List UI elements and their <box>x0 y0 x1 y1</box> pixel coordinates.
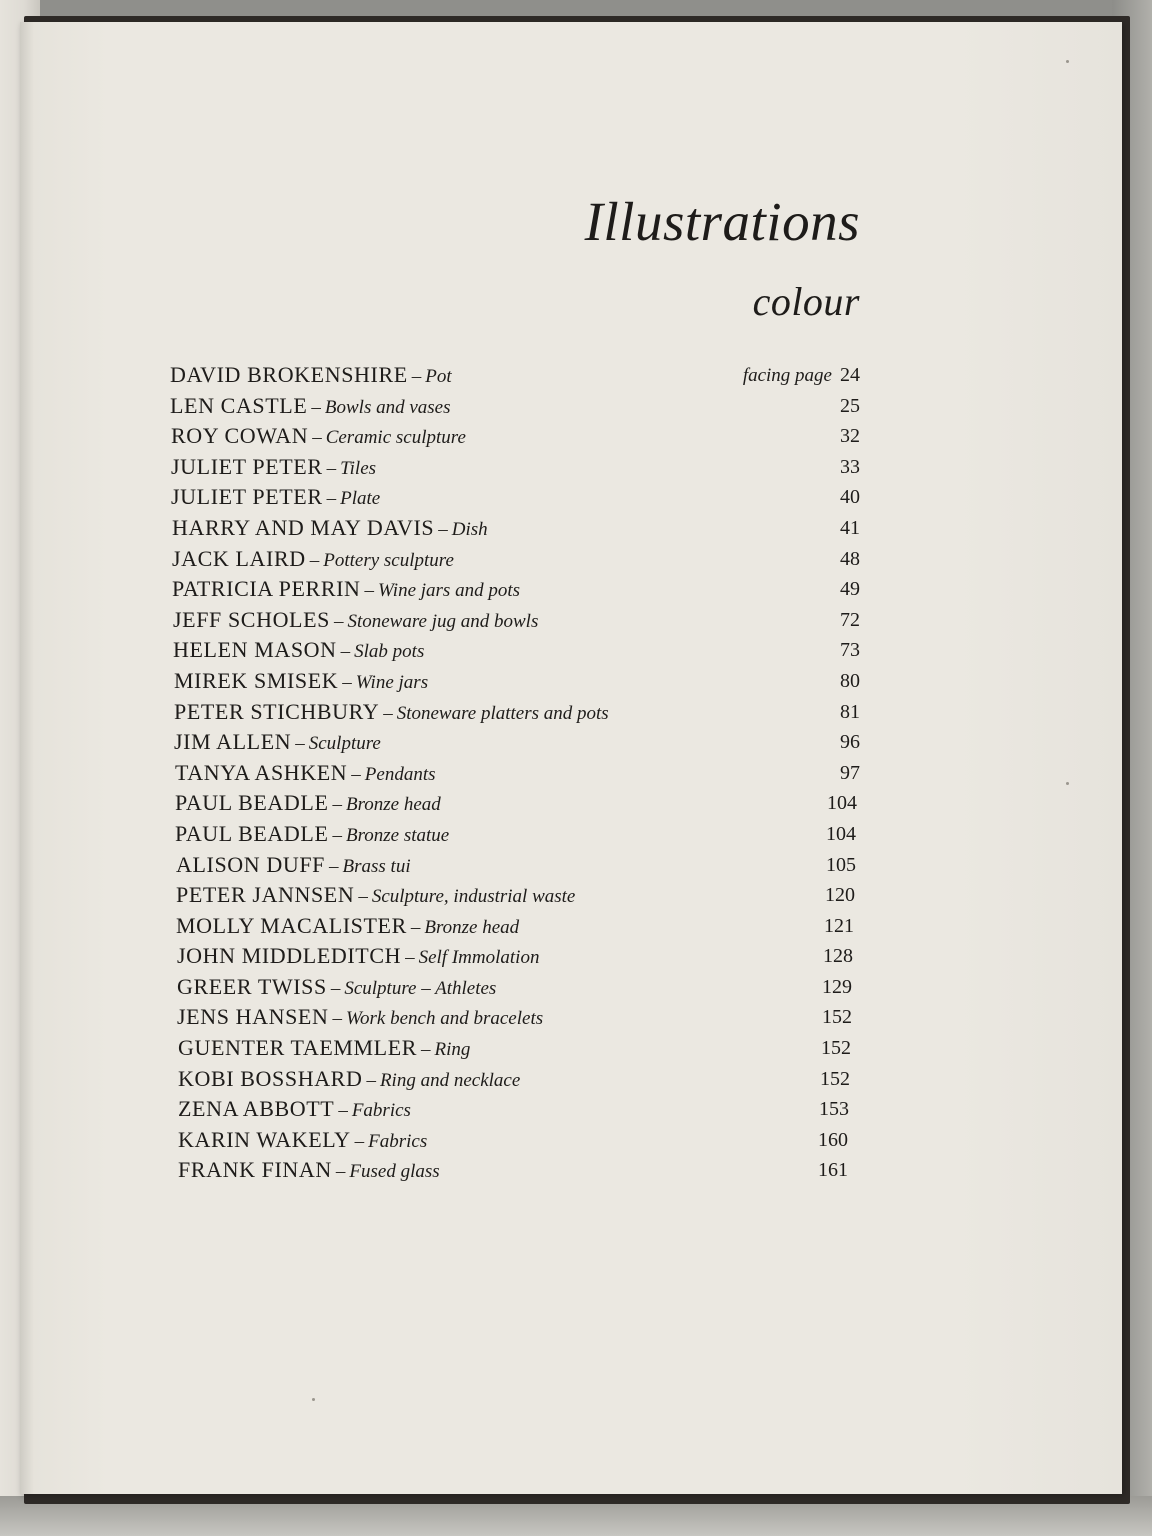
separator-dash: – <box>330 977 341 999</box>
separator-dash: – <box>326 488 337 510</box>
page-number-value: 104 <box>826 822 856 845</box>
separator-dash: – <box>438 518 448 540</box>
artist-name: ROY COWAN <box>171 423 309 449</box>
illustrations-list <box>170 360 860 1186</box>
page-number <box>826 850 856 880</box>
separator-dash: – <box>311 396 321 418</box>
page-number-value: 49 <box>840 578 860 601</box>
page-number-value: 80 <box>840 669 860 692</box>
separator-dash: – <box>312 427 322 449</box>
work-title: Bronze head <box>424 916 520 938</box>
page-number-value: 153 <box>819 1098 849 1121</box>
page-number-value: 72 <box>840 608 860 631</box>
work-title: Self Immolation <box>418 947 540 969</box>
list-item <box>177 972 860 1003</box>
separator-dash: – <box>354 1130 365 1152</box>
list-item <box>176 911 860 942</box>
work-title: Pottery sculpture <box>323 549 454 571</box>
work-title: Slab pots <box>354 641 425 663</box>
separator-dash: – <box>351 763 361 785</box>
page-number <box>840 727 860 757</box>
page-number-value: 152 <box>822 1006 852 1029</box>
list-item <box>174 666 860 697</box>
separator-dash: – <box>332 794 342 816</box>
page-number-value: 41 <box>840 516 860 539</box>
work-title: Sculpture – Athletes <box>344 977 497 999</box>
separator-dash: – <box>411 366 422 387</box>
artist-name: TANYA ASHKEN <box>175 759 348 785</box>
work-title: Bowls and vases <box>324 396 451 418</box>
artist-name: DAVID BROKENSHIRE <box>170 362 408 387</box>
page-number <box>840 697 860 727</box>
page-number <box>818 1125 848 1155</box>
page-number-value: 81 <box>840 700 860 723</box>
artist-name: KARIN WAKELY <box>178 1126 351 1152</box>
page-number <box>840 513 860 543</box>
separator-dash: – <box>309 549 320 571</box>
artist-name: FRANK FINAN <box>178 1157 332 1183</box>
page-number <box>840 758 860 788</box>
list-item <box>176 880 860 911</box>
work-title: Tiles <box>340 457 377 479</box>
page-number <box>840 452 860 482</box>
page-number <box>840 544 860 574</box>
separator-dash: – <box>338 1100 348 1122</box>
work-title: Wine jars <box>355 671 429 693</box>
artist-name: PAUL BEADLE <box>175 820 329 846</box>
page-number-value: 160 <box>818 1128 848 1151</box>
page-subtitle: colour <box>752 279 860 324</box>
work-title: Fabrics <box>368 1130 428 1152</box>
list-item <box>175 819 860 850</box>
work-title: Bronze head <box>345 794 441 816</box>
artist-name: MIREK SMISEK <box>174 667 339 693</box>
artist-name: MOLLY MACALISTER <box>176 912 407 938</box>
artist-name: PATRICIA PERRIN <box>172 576 361 602</box>
list-item <box>177 941 860 972</box>
list-item <box>175 788 860 819</box>
artist-name: JOHN MIDDLEDITCH <box>177 943 402 969</box>
list-item <box>173 605 860 636</box>
page-title: Illustrations <box>584 191 860 252</box>
list-item <box>178 1094 860 1125</box>
page-number <box>840 666 860 696</box>
list-item <box>174 697 860 728</box>
artist-name: HELEN MASON <box>173 637 337 663</box>
page-number <box>743 360 860 391</box>
list-item <box>172 513 860 544</box>
list-item <box>171 421 860 452</box>
list-item <box>178 1064 860 1095</box>
separator-dash: – <box>333 610 344 632</box>
page-number <box>821 1033 851 1063</box>
artist-name: ALISON DUFF <box>176 851 326 877</box>
artist-name: JENS HANSEN <box>177 1004 329 1030</box>
paper-speck <box>312 1398 315 1401</box>
artist-name: JEFF SCHOLES <box>173 606 330 632</box>
page-number <box>840 391 860 421</box>
artist-name: JULIET PETER <box>171 453 323 479</box>
work-title: Work bench and bracelets <box>345 1008 544 1030</box>
list-item <box>178 1155 860 1186</box>
list-item <box>171 452 860 483</box>
list-item <box>172 574 860 605</box>
paper-speck <box>1066 782 1069 785</box>
page-number-value: 97 <box>840 761 860 784</box>
paper-speck <box>1066 60 1069 63</box>
work-title: Fused glass <box>349 1161 440 1183</box>
separator-dash: – <box>366 1069 376 1091</box>
page-number <box>825 880 855 910</box>
page-number <box>840 574 860 604</box>
work-title: Sculpture <box>308 733 381 755</box>
list-item <box>177 1002 860 1033</box>
list-item <box>173 635 860 666</box>
artist-name: GUENTER TAEMMLER <box>178 1035 418 1061</box>
separator-dash: – <box>340 641 351 663</box>
work-title: Pendants <box>364 763 436 785</box>
page-number-value: 120 <box>825 884 855 907</box>
work-title: Ceramic sculpture <box>325 427 466 449</box>
book-page <box>20 22 1122 1494</box>
artist-name: PAUL BEADLE <box>175 790 329 816</box>
page-number-value: 128 <box>823 945 853 968</box>
page-number <box>823 941 853 971</box>
list-item <box>175 758 860 789</box>
page-number-value: 25 <box>840 394 860 417</box>
separator-dash: – <box>332 824 342 846</box>
page-number-value: 104 <box>827 792 857 815</box>
page-number-value: 129 <box>822 975 852 998</box>
work-title: Pot <box>425 366 452 387</box>
work-title: Wine jars and pots <box>378 580 520 602</box>
page-number <box>822 1002 852 1032</box>
list-item <box>172 544 860 575</box>
page-number-value: 48 <box>840 547 860 570</box>
page-number <box>826 819 856 849</box>
artist-name: GREER TWISS <box>177 973 327 999</box>
separator-dash: – <box>421 1039 431 1061</box>
work-title: Fabrics <box>351 1100 411 1122</box>
page-number-value: 40 <box>840 486 860 509</box>
separator-dash: – <box>383 702 393 724</box>
work-title: Dish <box>451 518 488 540</box>
facing-page-label: facing page <box>742 365 832 386</box>
list-item <box>178 1033 860 1064</box>
page-number-value: 73 <box>840 639 860 662</box>
page-number <box>818 1155 848 1185</box>
separator-dash: – <box>342 671 352 693</box>
artist-name: PETER JANNSEN <box>176 882 355 908</box>
page-number-value: 152 <box>820 1067 850 1090</box>
artist-name: JACK LAIRD <box>172 545 306 571</box>
page-number-value: 105 <box>826 853 856 876</box>
page-number <box>827 788 857 818</box>
page-number-value: 24 <box>840 364 860 386</box>
page-number <box>840 635 860 665</box>
list-item <box>170 391 860 422</box>
separator-dash: – <box>405 947 415 969</box>
work-title: Sculpture, industrial waste <box>371 886 576 908</box>
work-title: Stoneware jug and bowls <box>347 610 539 632</box>
work-title: Stoneware platters and pots <box>396 702 609 724</box>
work-title: Ring and necklace <box>379 1069 521 1091</box>
artist-name: JULIET PETER <box>171 484 323 510</box>
page-number <box>840 421 860 451</box>
artist-name: KOBI BOSSHARD <box>178 1065 363 1091</box>
list-item <box>176 850 860 881</box>
artist-name: ZENA ABBOTT <box>178 1096 335 1122</box>
page-number <box>824 911 854 941</box>
separator-dash: – <box>295 733 305 755</box>
artist-name: HARRY AND MAY DAVIS <box>172 514 435 540</box>
artist-name: LEN CASTLE <box>170 392 308 418</box>
page-number <box>819 1094 849 1124</box>
page-number-value: 161 <box>818 1159 848 1182</box>
list-item <box>178 1125 860 1156</box>
page-number <box>820 1064 850 1094</box>
list-item <box>174 727 860 758</box>
separator-dash: – <box>335 1161 346 1183</box>
page-number-value: 121 <box>824 914 854 937</box>
separator-dash: – <box>329 855 339 877</box>
separator-dash: – <box>358 886 368 908</box>
page-number-value: 152 <box>821 1037 851 1060</box>
page-number-value: 32 <box>840 425 860 448</box>
separator-dash: – <box>364 580 375 602</box>
work-title: Plate <box>340 488 381 510</box>
spine-shadow <box>20 22 34 1494</box>
list-item <box>171 482 860 513</box>
separator-dash: – <box>410 916 421 938</box>
page-number <box>840 605 860 635</box>
separator-dash: – <box>326 457 337 479</box>
work-title: Brass tui <box>342 855 411 877</box>
page-number-value: 96 <box>840 731 860 754</box>
work-title: Bronze statue <box>345 824 450 846</box>
list-item <box>170 360 860 391</box>
page-number-value: 33 <box>840 455 860 478</box>
page-number <box>840 482 860 512</box>
work-title: Ring <box>434 1039 471 1061</box>
page-number <box>822 972 852 1002</box>
artist-name: JIM ALLEN <box>174 729 292 755</box>
artist-name: PETER STICHBURY <box>174 698 380 724</box>
separator-dash: – <box>332 1008 342 1030</box>
